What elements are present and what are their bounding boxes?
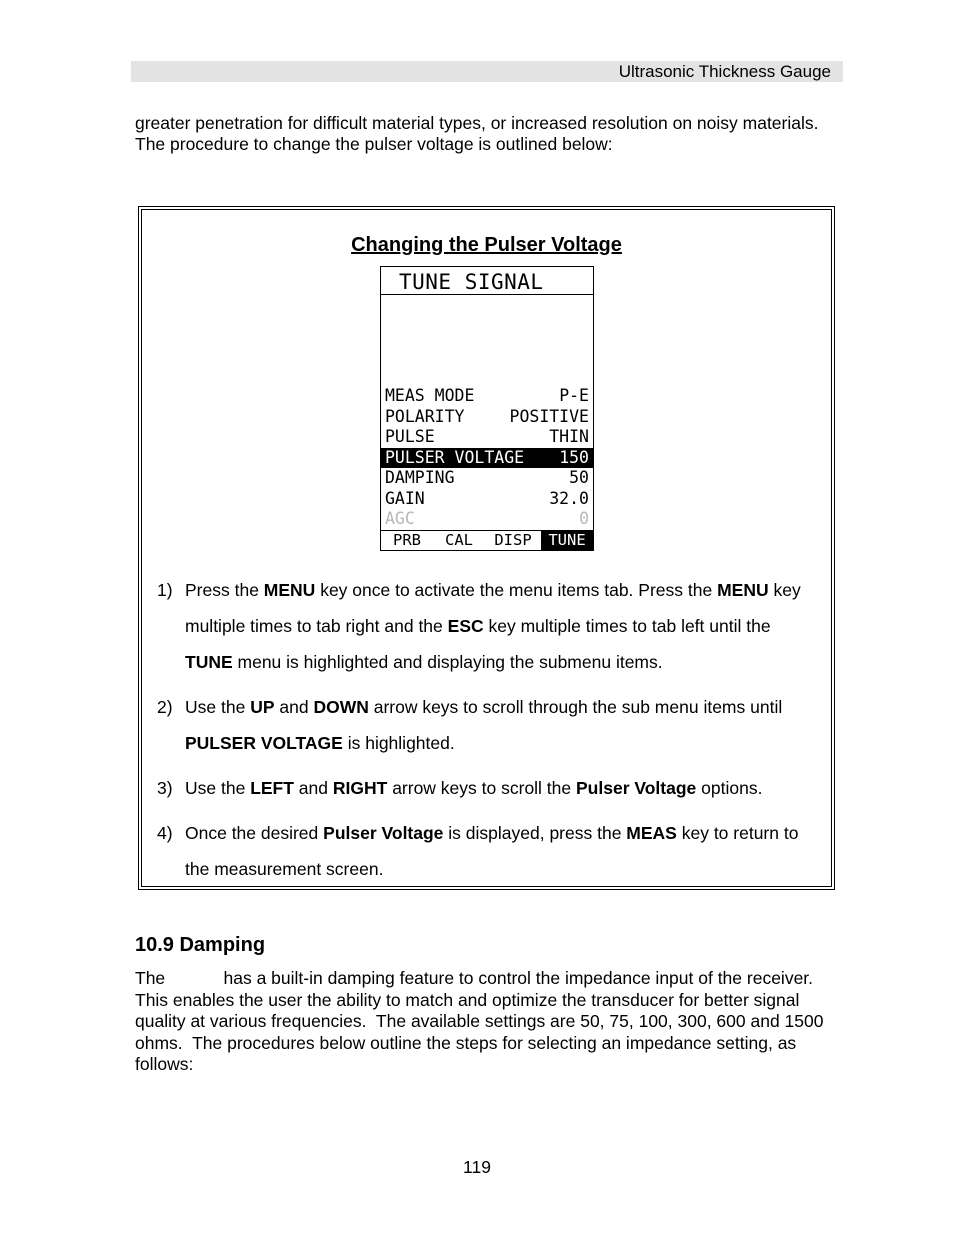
section-paragraph: The has a built-in damping feature to control the impedance input of the receiver. This enables the user the ability to match and optimize the transducer for better signal quality at various frequencies. The available settings are 50, 75, 100, 300, 600 and 1500 ohms. The procedures below outline the steps for selecting an impedance setting, as follows:: [135, 968, 829, 1074]
step-text-run: is displayed, press the: [443, 823, 627, 843]
step-keyword: Pulser Voltage: [323, 823, 444, 843]
step-keyword: PULSER VOLTAGE: [185, 733, 343, 753]
lcd-row-value: 50: [569, 468, 589, 487]
procedure-step: [157, 572, 822, 680]
section-heading: 10.9 Damping: [135, 934, 266, 956]
lcd-tab-tune: TUNE: [541, 531, 593, 550]
step-text-run: arrow keys to scroll through the sub menu items until: [368, 697, 783, 717]
lcd-tab-disp: DISP: [494, 531, 532, 549]
step-number: 2): [157, 697, 173, 717]
lcd-row-value: P-E: [559, 386, 589, 405]
step-text: [185, 815, 822, 887]
step-text-run: arrow keys to scroll the: [387, 778, 576, 798]
step-keyword: TUNE: [185, 652, 233, 672]
lcd-tab-cal: CAL: [445, 531, 473, 549]
procedure-box: [141, 209, 832, 887]
lcd-menu-row: [381, 386, 593, 407]
step-keyword: UP: [250, 697, 275, 717]
lcd-row-value: THIN: [549, 427, 589, 446]
step-keyword: Pulser Voltage: [576, 778, 697, 798]
step-text-run: key multiple times to tab right and the: [185, 580, 801, 636]
lcd-row-label: POLARITY: [385, 406, 465, 426]
lcd-row-label: GAIN: [385, 488, 425, 508]
procedure-step: [157, 689, 822, 761]
procedure-step: [157, 770, 822, 806]
step-number: 4): [157, 823, 173, 843]
step-keyword: DOWN: [313, 697, 369, 717]
lcd-menu-row: [381, 489, 593, 510]
step-keyword: MENU: [263, 580, 316, 600]
lcd-row-label: PULSE: [385, 427, 435, 446]
step-keyword: MENU: [717, 580, 769, 600]
lcd-row-label: PULSER VOLTAGE: [385, 447, 525, 467]
step-keyword: MEAS: [626, 823, 677, 843]
step-keyword: RIGHT: [332, 778, 388, 798]
lcd-tab-prb: PRB: [393, 531, 421, 549]
step-text-run: and: [274, 697, 314, 717]
lcd-menu-row: [381, 427, 593, 448]
lcd-menu-row: [381, 407, 593, 428]
running-header: [131, 61, 843, 82]
lcd-menu-row: [381, 509, 593, 530]
procedure-steps: [157, 572, 822, 896]
step-text: [185, 572, 822, 680]
intro-paragraph: greater penetration for difficult material types, or increased resolution on noisy materials. The procedure to change the pulser voltage is outlined below:: [135, 113, 819, 154]
step-text-run: Press the: [185, 580, 264, 600]
step-text-run: Use the: [185, 697, 251, 717]
lcd-row-value: 0: [579, 509, 589, 528]
lcd-menu-row: [381, 448, 593, 469]
step-text: [185, 770, 822, 806]
lcd-title: TUNE SIGNAL: [381, 267, 593, 295]
procedure-title: Changing the Pulser Voltage: [351, 234, 622, 256]
lcd-row-label: DAMPING: [385, 468, 455, 487]
lcd-row-label: AGC: [385, 509, 415, 528]
step-text-run: is highlighted.: [342, 733, 455, 753]
header-title: Ultrasonic Thickness Gauge: [618, 62, 831, 81]
step-text-run: key multiple times to tab left until the: [483, 616, 771, 636]
step-text-run: Once the desired: [185, 823, 324, 843]
lcd-tab-bar: [381, 530, 593, 550]
step-keyword: ESC: [447, 616, 484, 636]
lcd-screen: [380, 266, 594, 551]
procedure-step: [157, 815, 822, 887]
lcd-row-value: 32.0: [549, 488, 589, 508]
page-number: 119: [463, 1157, 491, 1177]
lcd-menu-row: [381, 468, 593, 489]
step-text-run: key once to activate the menu items tab. Press the: [315, 580, 718, 600]
step-text-run: and: [293, 778, 333, 798]
step-keyword: LEFT: [250, 778, 294, 798]
step-text: [185, 689, 822, 761]
step-text-run: key to return to the measurement screen.: [185, 823, 799, 879]
lcd-row-value: POSITIVE: [509, 406, 589, 426]
step-text-run: menu is highlighted and displaying the submenu items.: [232, 652, 663, 672]
step-number: 1): [157, 580, 173, 600]
step-number: 3): [157, 778, 173, 798]
lcd-menu-list: [381, 386, 593, 530]
lcd-row-label: MEAS MODE: [385, 386, 475, 405]
step-text-run: Use the: [185, 778, 251, 798]
lcd-row-value: 150: [559, 447, 589, 467]
step-text-run: options.: [696, 778, 763, 798]
